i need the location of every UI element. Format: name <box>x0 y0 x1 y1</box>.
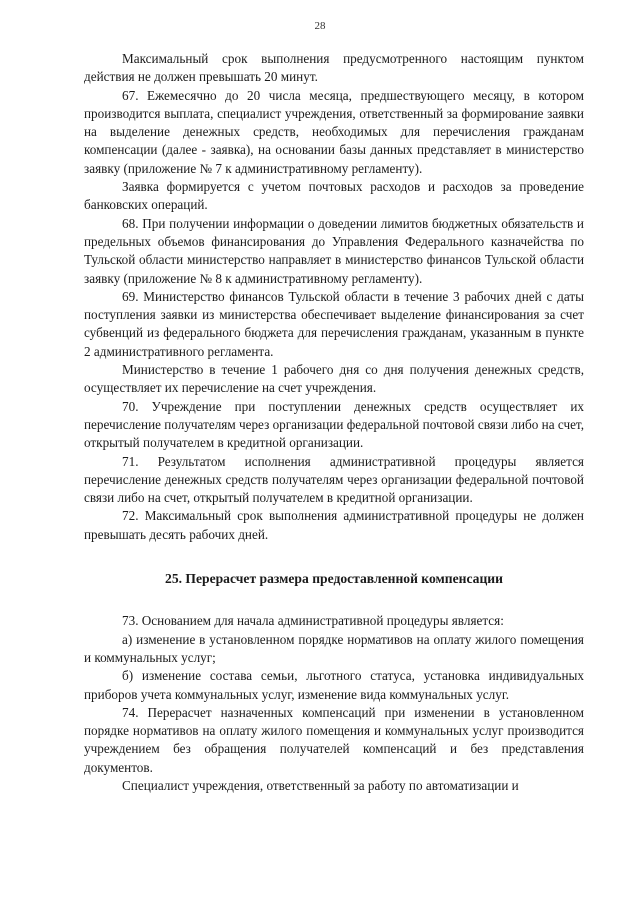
paragraph: 67. Ежемесячно до 20 числа месяца, предшествующего месяцу, в котором производится выплата, специалист учреждения, ответственный за формирование заявки на выделение денежных средств, необходимых для перечисления гражданам компенсации (далее - заявка), на основании базы данных представляет в министерство заявку (приложение № 7 к административному регламенту). <box>84 87 584 176</box>
page-number: 28 <box>314 20 326 32</box>
paragraph: Заявка формируется с учетом почтовых расходов и расходов за проведение банковских операций. <box>84 179 584 213</box>
paragraph: 69. Министерство финансов Тульской области в течение 3 рабочих дней с даты поступления заявки из министерства обеспечивает выделение финансирования за счет субвенций из федерального бюджета для перечисления гражданам, указанным в пункте 2 административного регламента. <box>84 288 584 359</box>
section-heading: 25. Перерасчет размера предоставленной компенсации <box>165 571 503 587</box>
paragraph: 70. Учреждение при поступлении денежных средств осуществляет их перечисление получателям через организации федеральной почтовой связи либо на счет, открытый получателем в кредитной организации. <box>84 398 584 451</box>
paragraph: Специалист учреждения, ответственный за работу по автоматизации и <box>122 777 519 793</box>
paragraph: 71. Результатом исполнения административной процедуры является перечисление денежных средств получателям через организации федеральной почтовой связи либо на счет, открытый получателем в кредитной организации. <box>84 453 584 506</box>
paragraph: 68. При получении информации о доведении лимитов бюджетных обязательств и предельных объемов финансирования до Управления Федерального казначейства по Тульской области министерство направляет в министерство финансов Тульской области заявку (приложение № 8 к административному регламенту). <box>84 215 584 286</box>
paragraph: Министерство в течение 1 рабочего дня со дня получения денежных средств, осуществляет их перечисление на счет учреждения. <box>84 362 584 396</box>
document-body <box>84 50 584 795</box>
paragraph: 73. Основанием для начала административной процедуры является: <box>122 613 504 629</box>
paragraph: 74. Перерасчет назначенных компенсаций при изменении в установленном порядке нормативов на оплату жилого помещения и коммунальных услуг производится учреждением без обращения получателей компенсаций и без представления документов. <box>84 704 584 775</box>
paragraph: 72. Максимальный срок выполнения административной процедуры не должен превышать десять рабочих дней. <box>84 508 584 542</box>
paragraph: б) изменение состава семьи, льготного статуса, установка индивидуальных приборов учета коммунальных услуг, изменение вида коммунальных услуг. <box>84 668 584 702</box>
paragraph: Максимальный срок выполнения предусмотренного настоящим пунктом действия не должен превышать 20 минут. <box>84 51 584 85</box>
paragraph: а) изменение в установленном порядке нормативов на оплату жилого помещения и коммунальных услуг; <box>84 631 584 665</box>
